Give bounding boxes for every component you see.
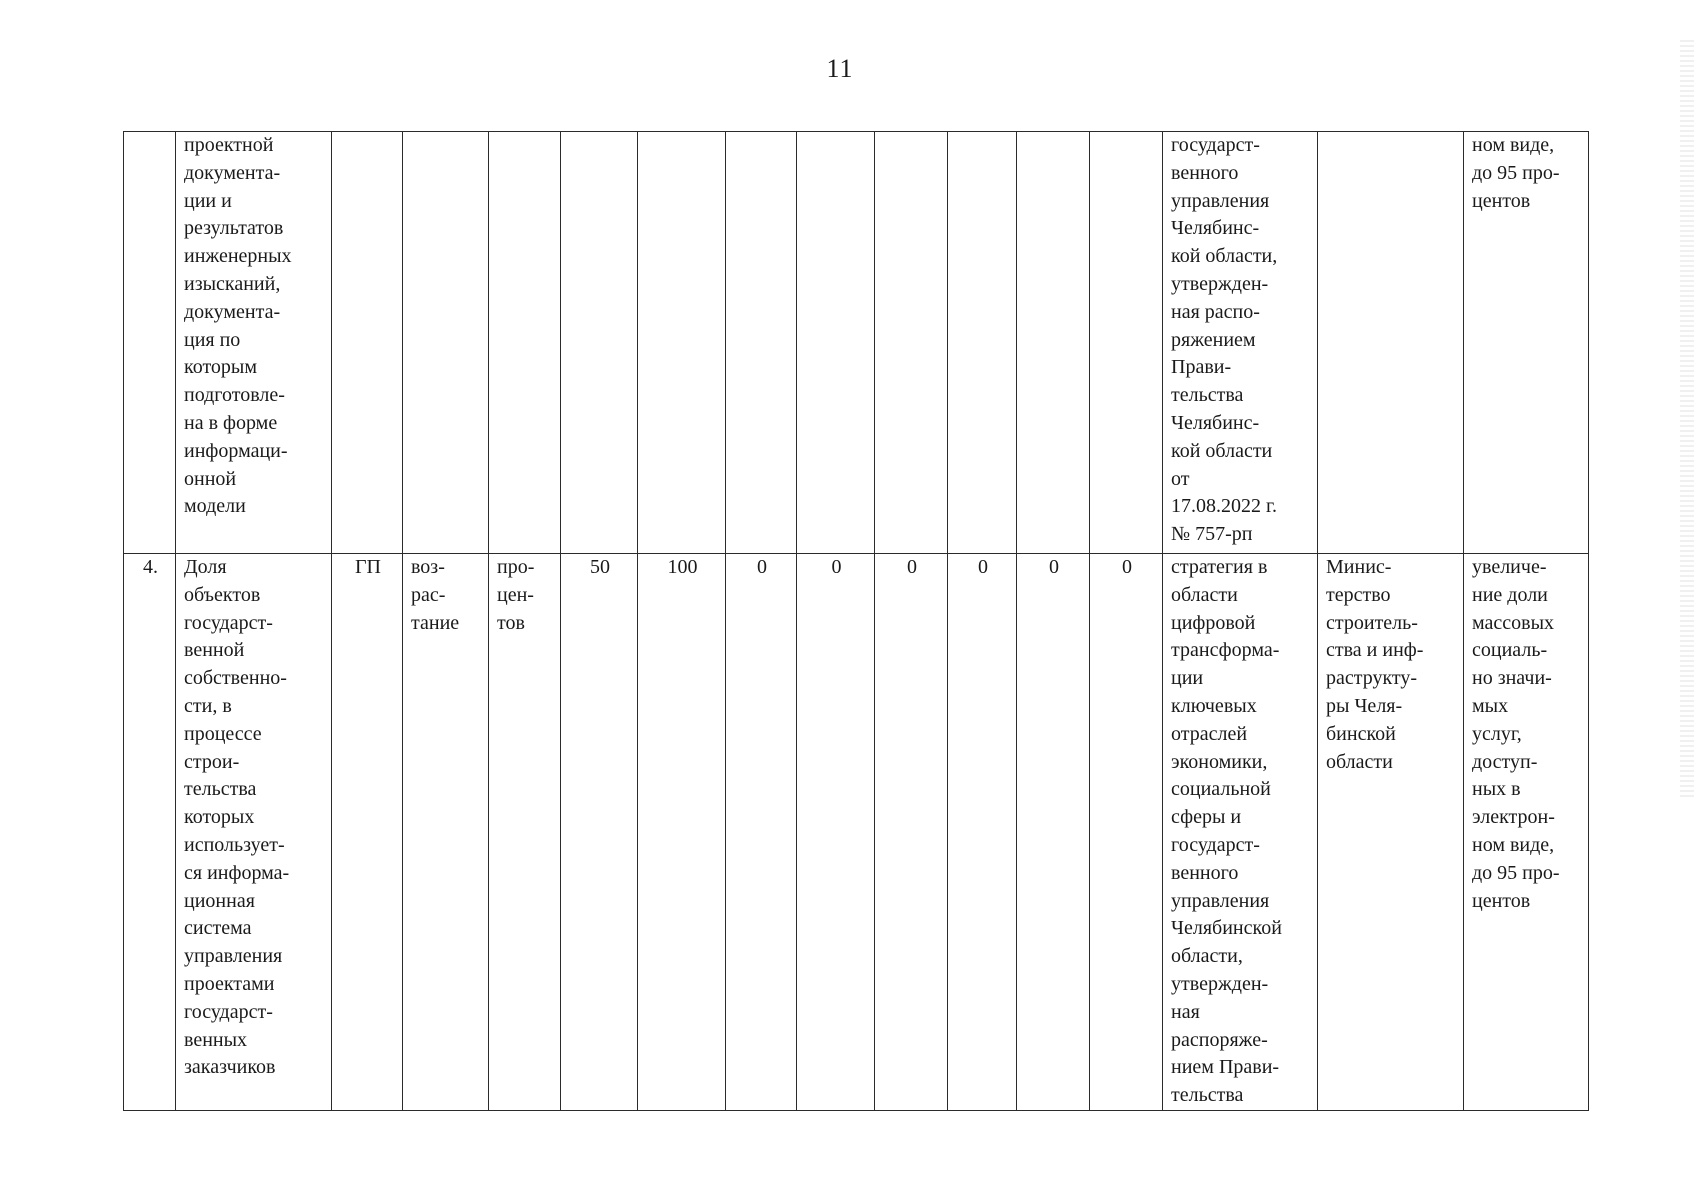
year-value-1: 100 [638, 554, 726, 1111]
row-number [124, 132, 176, 554]
indicator-level: ГП [332, 554, 403, 1111]
year-value-1 [638, 132, 726, 554]
indicator-level [332, 132, 403, 554]
year-value-5 [948, 132, 1017, 554]
year-value-3 [797, 132, 875, 554]
indicator-unit: про- цен- тов [489, 554, 561, 1111]
year-value-4: 0 [875, 554, 948, 1111]
indicator-direction: воз- рас- тание [403, 554, 489, 1111]
year-value-6 [1017, 132, 1090, 554]
related-goal: увеличе- ние доли массовых социаль- но значи- мых услуг, доступ- ных в электрон- ном виде, до 95 про- центов [1464, 554, 1589, 1111]
page-number: 11 [826, 54, 854, 83]
year-value-2: 0 [726, 554, 797, 1111]
year-value-3: 0 [797, 554, 875, 1111]
indicator-direction [403, 132, 489, 554]
row-number: 4. [124, 554, 176, 1111]
base-value [561, 132, 638, 554]
year-value-5: 0 [948, 554, 1017, 1111]
year-value-2 [726, 132, 797, 554]
source-document: государст- венного управления Челябинс- кой области, утвержден- ная распо- ряжением Прави- тельства Челябинс- кой области от 17.08.2022 г. № 757-рп [1163, 132, 1318, 554]
table-row [124, 132, 1589, 554]
year-value-7: 0 [1090, 554, 1163, 1111]
year-value-6: 0 [1017, 554, 1090, 1111]
related-goal: ном виде, до 95 про- центов [1464, 132, 1589, 554]
table-row [124, 554, 1589, 1111]
indicator-name: Доля объектов государст- венной собственно- сти, в процессе строи- тельства которых использует- ся информа- ционная система управления проектами государст- венных заказчиков [176, 554, 332, 1111]
indicators-table [123, 131, 1589, 1111]
year-value-7 [1090, 132, 1163, 554]
scan-edge-artifact [1680, 40, 1694, 800]
responsible-body: Минис- терство строитель- ства и инф- раструкту- ры Челя- бинской области [1318, 554, 1464, 1111]
indicator-unit [489, 132, 561, 554]
source-document: стратегия в области цифровой трансформа- ции ключевых отраслей экономики, социальной сферы и государст- венного управления Челябинской области, утвержден- ная распоряже- нием Прави- тельства [1163, 554, 1318, 1111]
responsible-body [1318, 132, 1464, 554]
base-value: 50 [561, 554, 638, 1111]
indicator-name: проектной документа- ции и результатов инженерных изысканий, документа- ция по которым подготовле- на в форме информаци- онной модели [176, 132, 332, 554]
year-value-4 [875, 132, 948, 554]
